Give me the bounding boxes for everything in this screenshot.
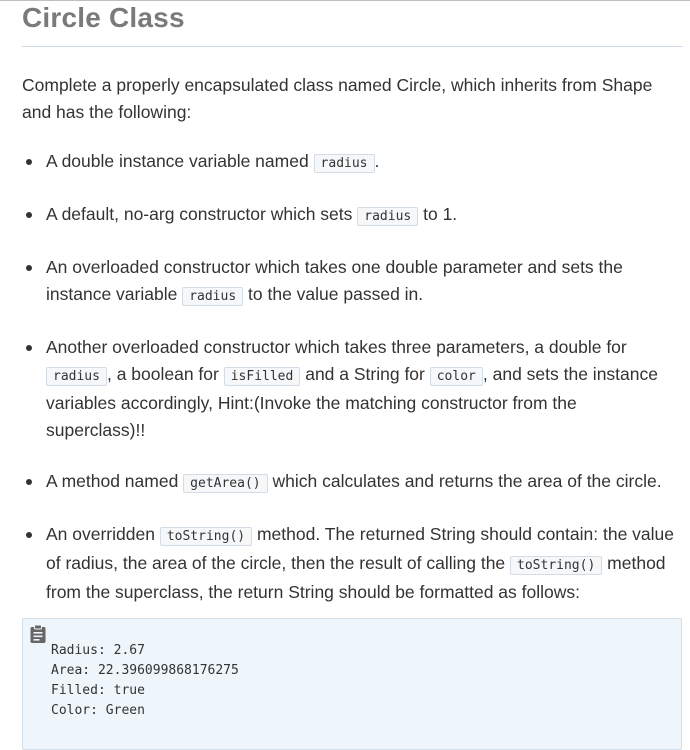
title-divider <box>22 46 683 47</box>
output-line: Color: Green <box>51 703 145 718</box>
list-item: An overridden toString() method. The returned String should contain: the value of radius, the area of the circle, then the result of calling the toString() method from the superclass, the return String should be formatted as follows: <box>0 521 678 606</box>
inline-code: color <box>430 367 483 386</box>
list-item: A double instance variable named radius . <box>0 148 678 177</box>
inline-code: isFilled <box>224 367 301 386</box>
output-line: Area: 22.396099868176275 <box>51 663 239 678</box>
inline-code: radius <box>357 207 418 226</box>
list-item: A method named getArea() which calculates and returns the area of the circle. <box>0 468 678 497</box>
inline-code: radius <box>182 287 243 306</box>
page-title: Circle Class <box>22 2 185 33</box>
list-item: Another overloaded constructor which takes three parameters, a double for radius , a boolean for isFilled and a String for color , and sets the instance variables accordingly, Hint:(Invoke the matching constructor from the superclass)!! <box>0 334 678 444</box>
output-text <box>51 641 239 721</box>
inline-code: getArea() <box>183 474 267 493</box>
clipboard-icon[interactable] <box>29 624 47 644</box>
requirements-list <box>0 148 690 630</box>
code-output-block <box>22 618 682 750</box>
inline-code: radius <box>46 367 107 386</box>
list-item: A default, no-arg constructor which sets radius to 1. <box>0 201 678 230</box>
list-item: An overloaded constructor which takes one double parameter and sets the instance variable radius to the value passed in. <box>0 254 678 310</box>
output-line: Filled: true <box>51 683 145 698</box>
inline-code: radius <box>314 154 375 173</box>
intro-paragraph: Complete a properly encapsulated class named Circle, which inherits from Shape and has the following: <box>22 75 653 122</box>
output-line: Radius: 2.67 <box>51 643 145 658</box>
inline-code: toString() <box>510 556 602 575</box>
inline-code: toString() <box>160 527 252 546</box>
